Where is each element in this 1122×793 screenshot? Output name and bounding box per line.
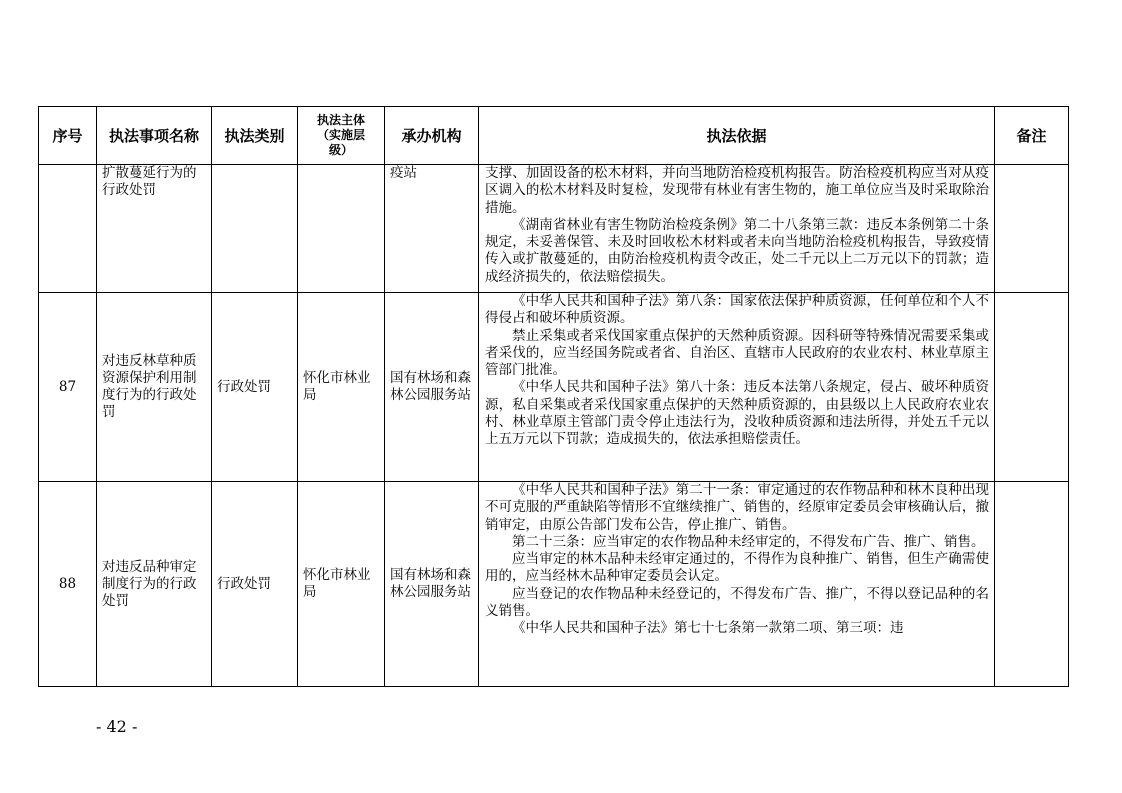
enforcement-table xyxy=(38,106,1069,687)
row-basis xyxy=(479,293,995,482)
basis-paragraph: 《中华人民共和国种子法》第八十条：违反本法第八条规定，侵占、破坏种质资源，私自采集或者采伐国家重点保护的天然种质资源的，由县级以上人民政府农业农村、林业草原主管部门责令停止违法行为，没收种质资源和违法所得，并处五千元以上五万元以下罚款；造成损失的，依法承担赔偿责任。 xyxy=(485,379,989,448)
row-agency: 国有林场和森林公园服务站 xyxy=(385,482,479,687)
row-seq: 87 xyxy=(39,293,97,482)
row-seq xyxy=(39,165,97,293)
header-basis: 执法依据 xyxy=(479,107,995,165)
table-row xyxy=(39,165,1069,293)
row-agency: 疫站 xyxy=(385,165,479,293)
page-number: - 42 - xyxy=(96,717,138,736)
row-note xyxy=(995,482,1069,687)
row-note xyxy=(995,165,1069,293)
basis-paragraph: 禁止采集或者采伐国家重点保护的天然种质资源。因科研等特殊情况需要采集或者采伐的，应当经国务院或者省、自治区、直辖市人民政府的农业农村、林业草原主管部门批准。 xyxy=(485,327,989,379)
header-item-name: 执法事项名称 xyxy=(97,107,212,165)
row-subject: 怀化市林业局 xyxy=(298,293,385,482)
row-basis xyxy=(479,482,995,687)
table-row xyxy=(39,482,1069,687)
header-row xyxy=(39,107,1069,165)
basis-paragraph: 支撑、加固设备的松木材料，并向当地防治检疫机构报告。防治检疫机构应当对从疫区调入的松木材料及时复检，发现带有林业有害生物的，施工单位应当及时采取除治措施。 xyxy=(485,165,989,216)
header-note: 备注 xyxy=(995,107,1069,165)
basis-paragraph: 《中华人民共和国种子法》第八条：国家依法保护种质资源，任何单位和个人不得侵占和破坏种质资源。 xyxy=(485,293,989,327)
header-seq: 序号 xyxy=(39,107,97,165)
row-item-name: 对违反林草种质资源保护利用制度行为的行政处罚 xyxy=(97,293,212,482)
row-category xyxy=(212,165,298,293)
basis-paragraph: 《中华人民共和国种子法》第七十七条第一款第二项、第三项：违 xyxy=(512,620,904,637)
table-row xyxy=(39,293,1069,482)
row-agency: 国有林场和森林公园服务站 xyxy=(385,293,479,482)
row-subject xyxy=(298,165,385,293)
row-subject: 怀化市林业局 xyxy=(298,482,385,687)
row-note xyxy=(995,293,1069,482)
basis-paragraph: 应当审定的林木品种未经审定通过的，不得作为良种推广、销售，但生产确需使用的，应当经林木品种审定委员会认定。 xyxy=(485,551,989,585)
row-category: 行政处罚 xyxy=(212,293,298,482)
row-seq: 88 xyxy=(39,482,97,687)
basis-paragraph: 应当登记的农作物品种未经登记的，不得发布广告、推广，不得以登记品种的名义销售。 xyxy=(485,585,989,620)
row-basis xyxy=(479,165,995,293)
basis-paragraph: 《中华人民共和国种子法》第二十一条：审定通过的农作物品种和林木良种出现不可克服的严重缺陷等情形不宜继续推广、销售的，经原审定委员会审核确认后，撤销审定，由原公告部门发布公告，停止推广、销售。 xyxy=(485,482,989,533)
header-subject: 执法主体（实施层级） xyxy=(298,107,385,165)
row-item-name: 对违反品种审定制度行为的行政处罚 xyxy=(97,482,212,687)
header-category: 执法类别 xyxy=(212,107,298,165)
row-category: 行政处罚 xyxy=(212,482,298,687)
basis-paragraph: 《湖南省林业有害生物防治检疫条例》第二十八条第三款：违反本条例第二十条规定，未妥善保管、未及时回收松木材料或者未向当地防治检疫机构报告，导致疫情传入或扩散蔓延的，由防治检疫机构责令改正，处二千元以上二万元以下的罚款；造成经济损失的，依法赔偿损失。 xyxy=(485,216,989,285)
row-item-name: 扩散蔓延行为的行政处罚 xyxy=(97,165,212,293)
basis-paragraph: 第二十三条：应当审定的农作物品种未经审定的，不得发布广告、推广、销售。 xyxy=(512,533,985,550)
header-agency: 承办机构 xyxy=(385,107,479,165)
